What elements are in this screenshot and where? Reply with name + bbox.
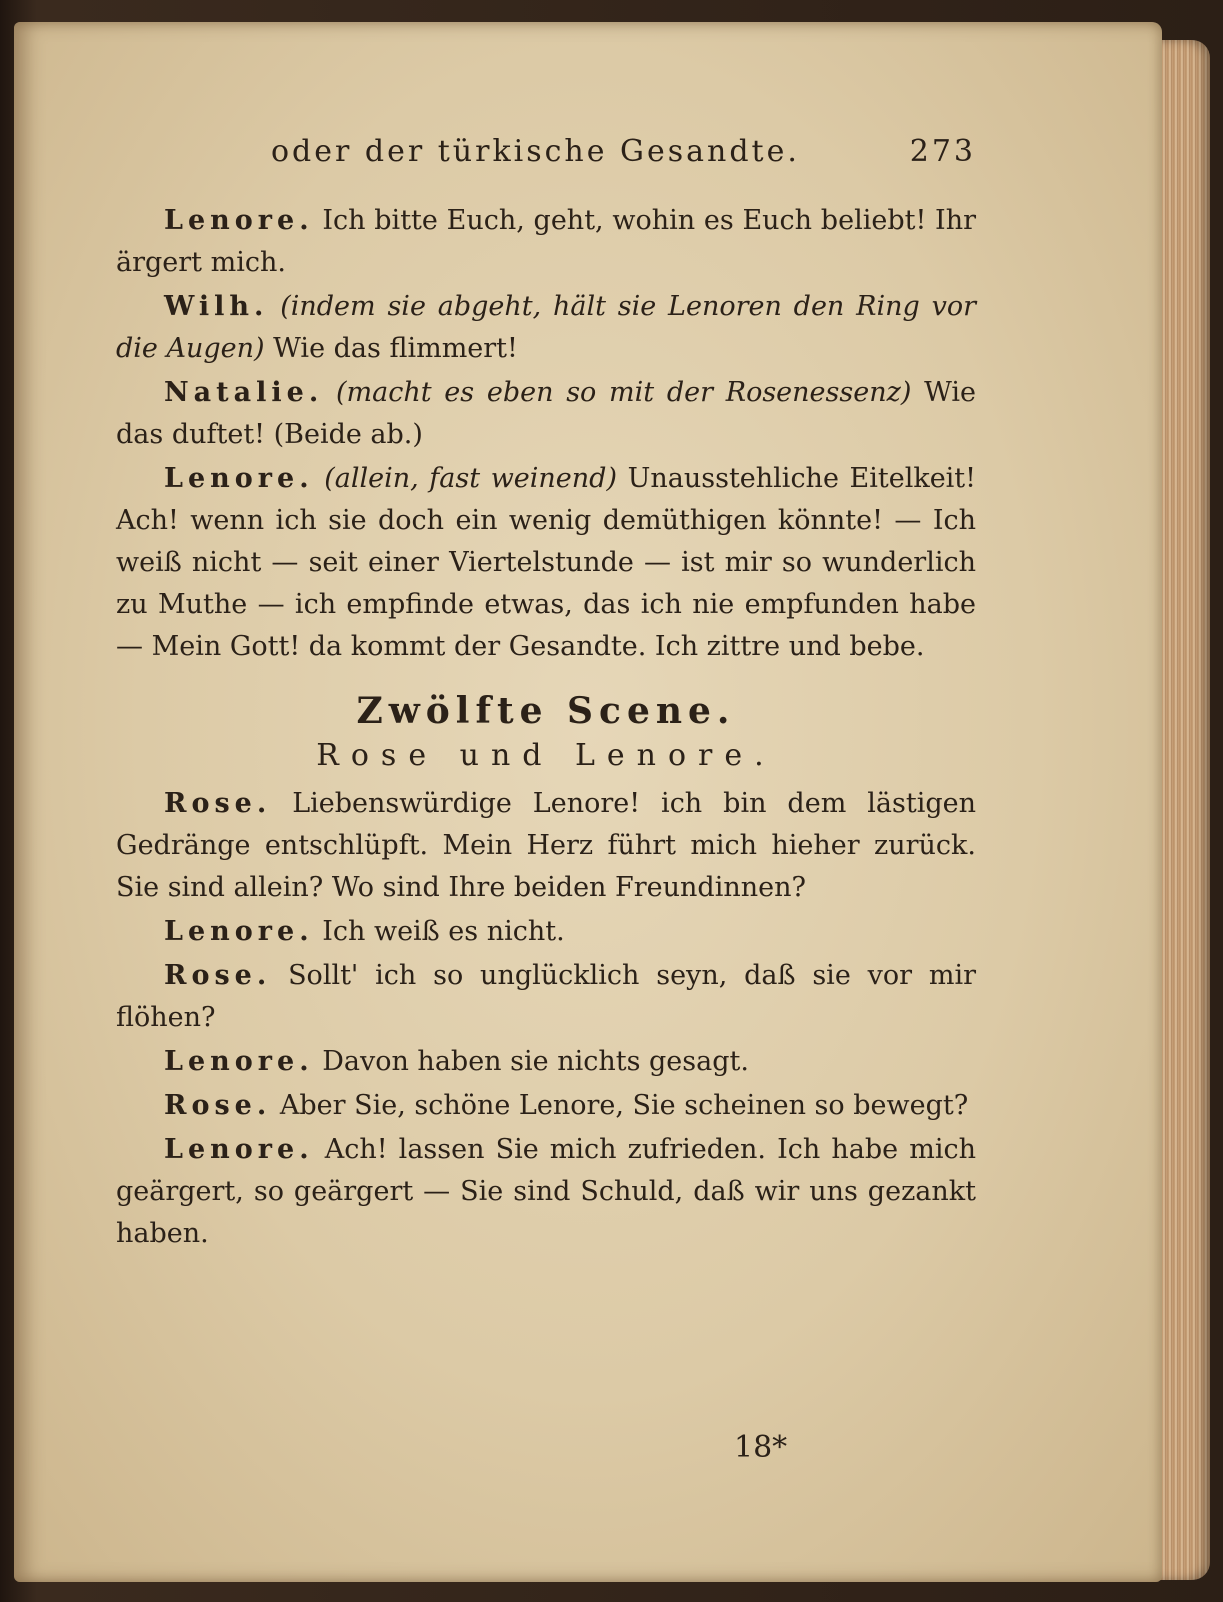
dialogue-text: Ich weiß es nicht.	[322, 916, 565, 947]
stage-direction: (macht es eben so mit der Rosenessenz)	[335, 377, 912, 408]
text-block	[116, 200, 976, 1257]
speaker-name: Lenore.	[164, 463, 314, 494]
speaker-name: Lenore.	[164, 916, 314, 947]
dialogue-text: Davon haben sie nichts gesagt.	[322, 1046, 749, 1077]
dialogue-paragraph	[116, 1041, 976, 1083]
dialogue-paragraph	[116, 200, 976, 284]
dialogue-paragraph	[116, 286, 976, 370]
speaker-name: Lenore.	[164, 205, 314, 236]
dialogue-text: Aber Sie, schöne Lenore, Sie scheinen so bewegt?	[279, 1090, 969, 1121]
scene-cast: Rose und Lenore.	[316, 738, 776, 773]
running-title: oder der türkische Gesandte.	[271, 134, 800, 169]
speaker-name: Lenore.	[164, 1046, 314, 1077]
dialogue-text: Ach! lassen Sie mich zufrieden. Ich habe mich geärgert, so geärgert — Sie sind Schuld, daß wir uns gezankt haben.	[116, 1134, 976, 1249]
speaker-name: Rose.	[164, 788, 272, 819]
speaker-name: Rose.	[164, 960, 272, 991]
dialogue-paragraph	[116, 783, 976, 909]
dialogue-paragraph	[116, 458, 976, 668]
signature-text: 18*	[734, 1430, 788, 1465]
stage-direction: (allein, fast weinend)	[324, 463, 617, 494]
dialogue-paragraph	[116, 1129, 976, 1255]
dialogue-text: Sollt' ich so unglücklich seyn, daß sie vor mir flöhen?	[116, 960, 976, 1033]
scene-title: Zwölfte Scene.	[356, 690, 736, 732]
book-page	[14, 22, 1162, 1582]
speaker-name: Lenore.	[164, 1134, 314, 1165]
speaker-name: Natalie.	[164, 377, 324, 408]
dialogue-text: Ich bitte Euch, geht, wohin es Euch beliebt! Ihr ärgert mich.	[116, 205, 976, 278]
speaker-name: Rose.	[164, 1090, 272, 1121]
speaker-name: Wilh.	[164, 291, 269, 322]
dialogue-paragraph	[116, 1085, 976, 1127]
dialogue-text: Liebenswürdige Lenore! ich bin dem lästigen Gedränge entschlüpft. Mein Herz führt mich hieher zurück. Sie sind allein? Wo sind Ihre beiden Freundinnen?	[116, 788, 976, 903]
dialogue-paragraph	[116, 911, 976, 953]
running-head	[116, 134, 976, 184]
stage-direction: (indem sie abgeht, hält sie Lenoren den Ring vor die Augen)	[116, 291, 976, 364]
dialogue-text: Wie das duftet! (Beide ab.)	[116, 377, 976, 450]
dialogue-paragraph	[116, 955, 976, 1039]
page-number: 273	[909, 134, 976, 169]
dialogue-text: Wie das flimmert!	[273, 333, 518, 364]
dialogue-text: Unausstehliche Eitelkeit! Ach! wenn ich sie doch ein wenig demüthigen könnte! — Ich weiß nicht — seit einer Viertelstunde — ist mir so wunderlich zu Muthe — ich empfinde etwas, das ich nie empfunden habe — Mein Gott! da kommt der Gesandte. Ich zittre und bebe.	[116, 463, 977, 662]
dialogue-paragraph	[116, 372, 976, 456]
